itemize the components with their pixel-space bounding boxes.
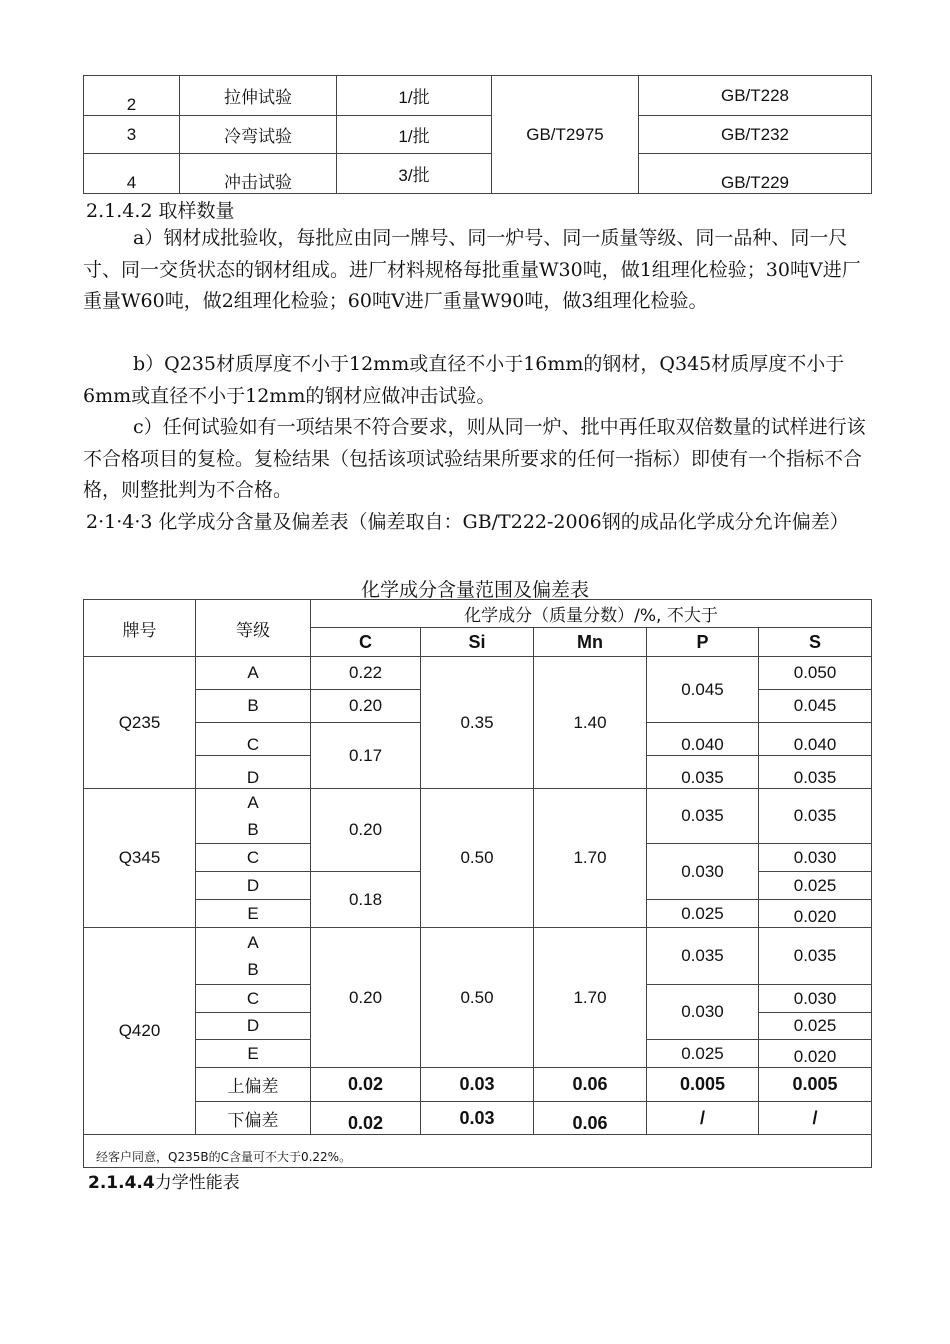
lower-si: 0.03 xyxy=(421,1102,534,1135)
paragraph-c: c）任何试验如有一项结果不符合要求，则从同一炉、批中再任取双倍数量的试样进行该不合格项目的复检。复检结果（包括该项试验结果所要求的任何一指标）即使有一个指标不合格，则整批判为不合格。 xyxy=(83,416,866,501)
level-pair xyxy=(196,789,311,844)
test-items-table xyxy=(83,75,872,194)
grade-q345: Q345 xyxy=(84,789,196,928)
header-mn: Mn xyxy=(534,628,647,657)
upper-si: 0.03 xyxy=(421,1068,534,1102)
level: C xyxy=(196,723,311,756)
s-value: 0.035 xyxy=(759,928,872,985)
test-method: GB/T229 xyxy=(639,154,872,194)
level: E xyxy=(196,900,311,928)
p-value: 0.035 xyxy=(647,756,759,789)
row-no: 4 xyxy=(84,154,180,194)
chemical-composition-table xyxy=(83,599,872,1168)
si-value: 0.35 xyxy=(421,657,534,789)
grade-q420: Q420 xyxy=(84,928,196,1135)
level: C xyxy=(196,985,311,1013)
mn-value: 1.70 xyxy=(534,789,647,928)
sample-qty: 3/批 xyxy=(337,154,492,194)
p-value: 0.045 xyxy=(647,657,759,723)
s-value: 0.020 xyxy=(759,900,872,928)
section-heading-2143: 2·1·4·3 化学成分含量及偏差表（偏差取自：GB/T222-2006钢的成品化学成分允许偏差） xyxy=(86,511,849,533)
table-note: 经客户同意，Q235B的C含量可不大于0.22%。 xyxy=(84,1135,872,1168)
header-c: C xyxy=(311,628,421,657)
test-item: 冲击试验 xyxy=(180,154,337,194)
level: D xyxy=(196,756,311,789)
p-value: 0.040 xyxy=(647,723,759,756)
level: A xyxy=(196,657,311,690)
sample-qty: 1/批 xyxy=(337,116,492,154)
level-pair xyxy=(196,928,311,985)
level: A xyxy=(247,933,259,952)
section-heading-2144 xyxy=(88,1168,240,1193)
s-value: 0.050 xyxy=(759,657,872,690)
p-value: 0.030 xyxy=(647,844,759,900)
level: B xyxy=(247,820,259,839)
upper-s: 0.005 xyxy=(759,1068,872,1102)
p-value: 0.030 xyxy=(647,985,759,1040)
header-level: 等级 xyxy=(196,600,311,657)
s-value: 0.030 xyxy=(759,844,872,872)
upper-p: 0.005 xyxy=(647,1068,759,1102)
s-value: 0.045 xyxy=(759,690,872,723)
grade-q235: Q235 xyxy=(84,657,196,789)
s-value: 0.035 xyxy=(759,756,872,789)
test-method: GB/T228 xyxy=(639,76,872,116)
mn-value: 1.70 xyxy=(534,928,647,1068)
header-composition: 化学成分（质量分数）/%, 不大于 xyxy=(311,600,872,628)
level: B xyxy=(247,960,259,979)
row-no: 2 xyxy=(84,76,180,116)
s-value: 0.030 xyxy=(759,985,872,1013)
upper-c: 0.02 xyxy=(311,1068,421,1102)
lower-c: 0.02 xyxy=(311,1102,421,1135)
section-heading-2142: 2.1.4.2 取样数量 xyxy=(86,200,235,222)
heading-number: 2.1.4.4 xyxy=(88,1173,155,1193)
upper-deviation-label: 上偏差 xyxy=(196,1068,311,1102)
level: C xyxy=(196,844,311,872)
level: D xyxy=(196,872,311,900)
p-value: 0.035 xyxy=(647,789,759,844)
p-value: 0.025 xyxy=(647,900,759,928)
c-value: 0.20 xyxy=(311,690,421,723)
level: B xyxy=(196,690,311,723)
c-value: 0.22 xyxy=(311,657,421,690)
c-value: 0.18 xyxy=(311,872,421,928)
lower-deviation-label: 下偏差 xyxy=(196,1102,311,1135)
table-caption: 化学成分含量范围及偏差表 xyxy=(360,579,589,601)
c-value: 0.20 xyxy=(311,928,421,1068)
c-value: 0.20 xyxy=(311,789,421,872)
p-value: 0.035 xyxy=(647,928,759,985)
si-value: 0.50 xyxy=(421,928,534,1068)
level: D xyxy=(196,1013,311,1040)
si-value: 0.50 xyxy=(421,789,534,928)
s-value: 0.040 xyxy=(759,723,872,756)
header-s: S xyxy=(759,628,872,657)
test-method: GB/T232 xyxy=(639,116,872,154)
lower-p: / xyxy=(647,1102,759,1135)
header-si: Si xyxy=(421,628,534,657)
upper-mn: 0.06 xyxy=(534,1068,647,1102)
p-value: 0.025 xyxy=(647,1040,759,1068)
s-value: 0.025 xyxy=(759,872,872,900)
test-item: 拉伸试验 xyxy=(180,76,337,116)
level: A xyxy=(247,793,259,812)
sampling-standard: GB/T2975 xyxy=(492,76,639,194)
level: E xyxy=(196,1040,311,1068)
paragraph-b: b）Q235材质厚度不小于12mm或直径不小于16mm的钢材，Q345材质厚度不小于6mm或直径不小于12mm的钢材应做冲击试验。 xyxy=(83,353,845,407)
paragraph-a: a）钢材成批验收，每批应由同一牌号、同一炉号、同一质量等级、同一品种、同一尺寸、同一交货状态的钢材组成。进厂材料规格每批重量W30吨，做1组理化检验；30吨V进厂重量W60吨，做2组理化检验；60吨V进厂重量W90吨，做3组理化检验。 xyxy=(83,227,861,312)
row-no: 3 xyxy=(84,116,180,154)
test-item: 冷弯试验 xyxy=(180,116,337,154)
lower-s: / xyxy=(759,1102,872,1135)
s-value: 0.025 xyxy=(759,1013,872,1040)
s-value: 0.020 xyxy=(759,1040,872,1068)
sample-qty: 1/批 xyxy=(337,76,492,116)
s-value: 0.035 xyxy=(759,789,872,844)
header-p: P xyxy=(647,628,759,657)
heading-text: 力学性能表 xyxy=(154,1173,240,1193)
lower-mn: 0.06 xyxy=(534,1102,647,1135)
mn-value: 1.40 xyxy=(534,657,647,789)
c-value: 0.17 xyxy=(311,723,421,789)
header-grade: 牌号 xyxy=(84,600,196,657)
